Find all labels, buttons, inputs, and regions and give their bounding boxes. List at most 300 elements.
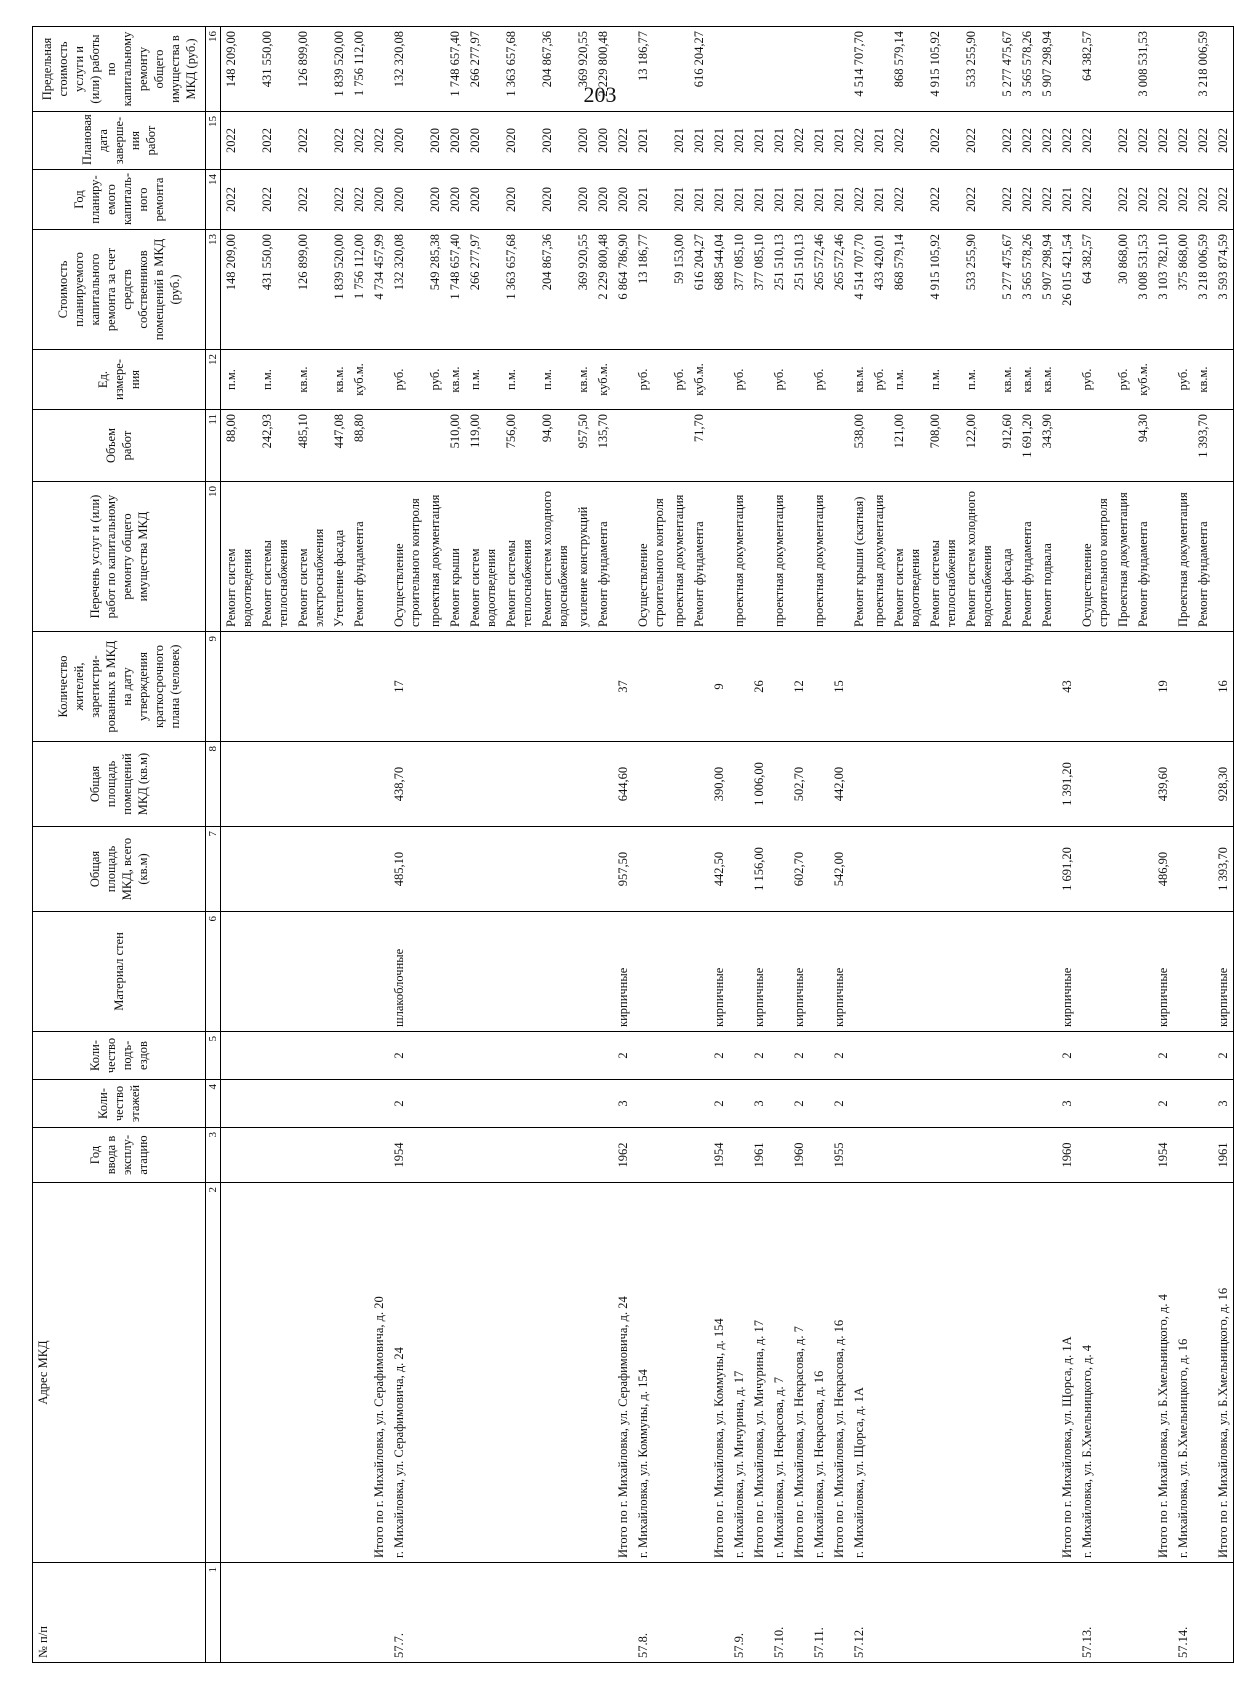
table-cell: п.м. — [221, 350, 258, 410]
table-cell: 2022 — [961, 112, 997, 170]
table-cell: 2020 — [369, 170, 389, 230]
table-cell: 2022 — [849, 170, 869, 230]
table-cell — [669, 632, 689, 742]
table-cell — [669, 410, 689, 482]
table-cell — [997, 1563, 1017, 1663]
table-cell — [465, 632, 501, 742]
table-cell: кирпичные — [709, 912, 729, 1032]
table-cell: 64 382,57 — [1077, 230, 1113, 350]
table-cell — [257, 1183, 293, 1563]
table-cell: 2022 — [889, 112, 925, 170]
table-cell: 1961 — [749, 1128, 769, 1183]
table-cell — [1077, 742, 1113, 827]
table-cell — [769, 827, 789, 912]
table-cell: 431 550,00 — [257, 27, 293, 112]
table-cell — [1133, 742, 1153, 827]
table-cell — [809, 912, 829, 1032]
table-cell — [369, 410, 389, 482]
table-cell — [889, 912, 925, 1032]
table-cell — [809, 27, 829, 112]
table-cell: 3 — [613, 1080, 633, 1128]
table-cell — [849, 827, 869, 912]
table-cell: 266 277,97 — [465, 230, 501, 350]
table-cell — [573, 632, 593, 742]
table-row — [669, 27, 689, 1663]
table-cell — [1077, 410, 1113, 482]
table-cell — [425, 1563, 445, 1663]
table-cell: кирпичные — [789, 912, 809, 1032]
table-cell — [1037, 1080, 1057, 1128]
table-cell: 71,70 — [689, 410, 709, 482]
table-cell — [293, 1032, 329, 1080]
table-cell: п.м. — [257, 350, 293, 410]
table-cell — [669, 1128, 689, 1183]
table-cell: 2022 — [349, 112, 369, 170]
table-cell: 88,00 — [221, 410, 258, 482]
column-number: 12 — [206, 350, 221, 410]
table-cell — [573, 1080, 593, 1128]
table-cell — [293, 1080, 329, 1128]
table-cell: 1954 — [1153, 1128, 1173, 1183]
table-row — [1037, 27, 1057, 1663]
table-cell: 1 156,00 — [749, 827, 769, 912]
table-cell — [445, 912, 465, 1032]
table-cell — [889, 742, 925, 827]
table-cell: 2022 — [1193, 112, 1213, 170]
table-cell — [829, 482, 849, 632]
table-cell: 1 393,70 — [1213, 827, 1234, 912]
table-row — [809, 27, 829, 1663]
table-cell — [1037, 632, 1057, 742]
table-cell: 2021 — [749, 112, 769, 170]
table-cell — [501, 1032, 537, 1080]
table-cell — [729, 827, 749, 912]
table-cell — [1213, 1563, 1234, 1663]
table-cell — [1133, 1183, 1153, 1563]
table-cell — [997, 912, 1017, 1032]
table-cell: Ремонт фундамента — [593, 482, 613, 632]
table-cell — [1113, 1128, 1133, 1183]
table-cell — [1113, 1080, 1133, 1128]
table-cell: 2020 — [537, 170, 573, 230]
table-cell — [537, 742, 573, 827]
table-cell — [789, 410, 809, 482]
table-cell — [465, 1032, 501, 1080]
table-cell: 2021 — [769, 170, 789, 230]
table-cell: 126 899,00 — [293, 230, 329, 350]
table-cell — [1037, 827, 1057, 912]
table-cell — [445, 1563, 465, 1663]
table-cell — [925, 742, 961, 827]
table-cell: 2 — [1213, 1032, 1234, 1080]
table-cell: 2 — [829, 1080, 849, 1128]
column-number: 10 — [206, 482, 221, 632]
table-cell — [1017, 742, 1037, 827]
table-cell: 64 382,57 — [1077, 27, 1113, 112]
table-cell — [889, 1032, 925, 1080]
table-cell — [1017, 1032, 1037, 1080]
table-cell: 1 839 520,00 — [329, 230, 349, 350]
table-cell: 57.7. — [389, 1563, 425, 1663]
table-cell: 688 544,04 — [709, 230, 729, 350]
column-number: 2 — [206, 1183, 221, 1563]
table-cell — [1133, 632, 1153, 742]
table-cell: Проектная документация — [1173, 482, 1193, 632]
table-cell — [849, 742, 869, 827]
table-cell: 2022 — [1017, 112, 1037, 170]
table-cell — [1173, 742, 1193, 827]
table-cell: 644,60 — [613, 742, 633, 827]
column-number: 1 — [206, 1563, 221, 1663]
table-row — [1193, 27, 1213, 1663]
table-cell: 447,08 — [329, 410, 349, 482]
table-cell — [465, 1183, 501, 1563]
table-cell — [961, 1563, 997, 1663]
table-row — [729, 27, 749, 1663]
table-cell — [1153, 350, 1173, 410]
table-cell — [829, 410, 849, 482]
table-cell — [445, 632, 465, 742]
column-number: 6 — [206, 912, 221, 1032]
table-cell — [1113, 827, 1133, 912]
table-cell: 12 — [789, 632, 809, 742]
table-cell: 2022 — [1193, 170, 1213, 230]
table-cell: 2022 — [889, 170, 925, 230]
table-cell — [257, 632, 293, 742]
table-cell — [869, 27, 889, 112]
table-cell — [729, 742, 749, 827]
table-cell: Ремонт фундамента — [1017, 482, 1037, 632]
table-cell — [689, 1032, 709, 1080]
table-cell — [669, 1183, 689, 1563]
table-cell — [369, 742, 389, 827]
table-cell — [425, 912, 445, 1032]
table-cell: 26 — [749, 632, 769, 742]
table-cell — [633, 1128, 669, 1183]
table-cell: п.м. — [465, 350, 501, 410]
table-cell: куб.м. — [593, 350, 613, 410]
capital-repair-table — [32, 26, 1234, 1663]
table-cell: 2022 — [1173, 170, 1193, 230]
table-cell: 119,00 — [465, 410, 501, 482]
table-cell: руб. — [389, 350, 425, 410]
table-cell: 2022 — [613, 112, 633, 170]
table-cell: 5 907 298,94 — [1037, 27, 1057, 112]
table-cell: Ремонт фасада — [997, 482, 1017, 632]
table-cell — [257, 912, 293, 1032]
table-cell: 94,30 — [1133, 410, 1153, 482]
table-cell — [809, 410, 829, 482]
table-cell — [961, 632, 997, 742]
table-cell — [1173, 827, 1193, 912]
table-cell: 602,70 — [789, 827, 809, 912]
table-cell: 37 — [613, 632, 633, 742]
table-cell — [1193, 1563, 1213, 1663]
table-cell: Итого по г. Михайловка, ул. Щорса, д. 1А — [1057, 1183, 1077, 1563]
table-cell — [257, 742, 293, 827]
table-cell: 2020 — [465, 170, 501, 230]
table-cell — [1113, 912, 1133, 1032]
table-cell: шлакоблочные — [389, 912, 425, 1032]
table-cell — [425, 827, 445, 912]
table-cell: кирпичные — [1057, 912, 1077, 1032]
table-cell — [689, 1563, 709, 1663]
table-cell: 377 085,10 — [729, 230, 749, 350]
table-cell: 2021 — [789, 170, 809, 230]
table-cell — [997, 1032, 1017, 1080]
table-cell — [749, 27, 769, 112]
table-cell: руб. — [633, 350, 669, 410]
table-cell — [1193, 632, 1213, 742]
table-cell: 502,70 — [789, 742, 809, 827]
table-cell: 2022 — [1113, 170, 1133, 230]
table-cell — [809, 1128, 829, 1183]
table-cell: 132 320,08 — [389, 27, 425, 112]
table-cell — [349, 1080, 369, 1128]
table-cell — [465, 912, 501, 1032]
table-cell — [329, 1032, 349, 1080]
table-cell: 2022 — [849, 112, 869, 170]
table-cell: 2022 — [329, 170, 349, 230]
table-cell — [465, 827, 501, 912]
table-cell — [633, 632, 669, 742]
table-cell: Ремонт системы теплоснабжения — [257, 482, 293, 632]
table-cell: 2021 — [809, 170, 829, 230]
column-header: Коли-чество подъ-ездов — [33, 1032, 206, 1080]
table-cell: 6 864 786,90 — [613, 230, 633, 350]
table-cell — [613, 410, 633, 482]
column-header: Общая площадь МКД, всего (кв.м) — [33, 827, 206, 912]
table-cell: проектная документация — [425, 482, 445, 632]
table-cell — [849, 1080, 869, 1128]
table-cell — [1017, 912, 1037, 1032]
table-cell — [1173, 632, 1193, 742]
table-cell: 2 — [789, 1032, 809, 1080]
table-cell: 1 006,00 — [749, 742, 769, 827]
table-row — [1173, 27, 1193, 1663]
table-cell: 4 915 105,92 — [925, 230, 961, 350]
table-cell: 57.14. — [1173, 1563, 1193, 1663]
table-cell — [689, 912, 709, 1032]
column-number: 13 — [206, 230, 221, 350]
table-cell: куб.м. — [349, 350, 369, 410]
table-cell: Ремонт фундамента — [689, 482, 709, 632]
table-cell: 2022 — [961, 170, 997, 230]
table-cell: Итого по г. Михайловка, ул. Некрасова, д. 7 — [789, 1183, 809, 1563]
table-cell — [573, 1183, 593, 1563]
table-cell — [997, 827, 1017, 912]
table-cell — [349, 827, 369, 912]
page-number: 203 — [583, 82, 617, 107]
table-cell: кирпичные — [1213, 912, 1234, 1032]
table-cell: 2022 — [1153, 170, 1173, 230]
table-cell — [789, 350, 809, 410]
table-cell: 1962 — [613, 1128, 633, 1183]
table-cell — [369, 1080, 389, 1128]
table-cell — [593, 1128, 613, 1183]
table-cell — [1037, 742, 1057, 827]
table-cell: 1 691,20 — [1057, 827, 1077, 912]
table-cell — [1193, 912, 1213, 1032]
table-cell: 2020 — [425, 112, 445, 170]
table-cell — [349, 742, 369, 827]
column-header: Коли-чество этажей — [33, 1080, 206, 1128]
table-body — [221, 27, 1234, 1663]
table-cell — [849, 632, 869, 742]
table-cell: 266 277,97 — [465, 27, 501, 112]
table-cell — [869, 1080, 889, 1128]
table-cell: 2022 — [1077, 112, 1113, 170]
table-cell: 2021 — [669, 170, 689, 230]
table-cell: кв.м. — [573, 350, 593, 410]
table-cell — [445, 1032, 465, 1080]
table-cell: 1960 — [1057, 1128, 1077, 1183]
table-cell — [329, 1183, 349, 1563]
rotated-table-container — [32, 27, 1231, 1663]
table-cell — [349, 1563, 369, 1663]
table-cell — [425, 1183, 445, 1563]
table-cell — [829, 1563, 849, 1663]
table-cell — [1017, 1183, 1037, 1563]
table-row — [1077, 27, 1113, 1663]
table-cell: 2020 — [445, 170, 465, 230]
table-cell — [689, 632, 709, 742]
table-cell: Ремонт систем водоотведения — [221, 482, 258, 632]
table-row — [749, 27, 769, 1663]
table-cell — [689, 1128, 709, 1183]
table-cell: 2020 — [573, 170, 593, 230]
table-cell — [961, 827, 997, 912]
table-cell: г. Михайловка, ул. Серафимовича, д. 24 — [389, 1183, 425, 1563]
table-cell: 1 393,70 — [1193, 410, 1213, 482]
table-cell — [1133, 912, 1153, 1032]
column-number: 16 — [206, 27, 221, 112]
table-cell — [425, 1080, 445, 1128]
column-header: Адрес МКД — [33, 1183, 206, 1563]
table-cell: 538,00 — [849, 410, 869, 482]
table-cell: проектная документация — [809, 482, 829, 632]
table-cell: 2021 — [669, 112, 689, 170]
table-cell — [573, 1563, 593, 1663]
table-cell — [669, 742, 689, 827]
table-cell — [769, 1032, 789, 1080]
table-cell — [1213, 482, 1234, 632]
table-cell: 3 103 782,10 — [1153, 230, 1173, 350]
table-cell: 2020 — [593, 112, 613, 170]
table-cell — [465, 1128, 501, 1183]
table-cell — [1113, 27, 1133, 112]
table-cell: 3 565 578,26 — [1017, 230, 1037, 350]
table-cell: 2022 — [1213, 170, 1234, 230]
table-cell: п.м. — [537, 350, 573, 410]
table-cell: 2 — [829, 1032, 849, 1080]
table-cell — [961, 1128, 997, 1183]
table-cell — [501, 1080, 537, 1128]
table-cell: 17 — [389, 632, 425, 742]
table-cell — [293, 632, 329, 742]
table-cell: 2022 — [293, 170, 329, 230]
table-cell — [1193, 1128, 1213, 1183]
table-cell — [293, 827, 329, 912]
table-row — [573, 27, 593, 1663]
table-cell — [889, 1183, 925, 1563]
table-cell: проектная документация — [769, 482, 789, 632]
header-row — [33, 27, 206, 1663]
table-cell: 2021 — [633, 170, 669, 230]
table-cell: 510,00 — [445, 410, 465, 482]
table-cell: кирпичные — [1153, 912, 1173, 1032]
table-cell — [1153, 410, 1173, 482]
table-cell — [889, 1080, 925, 1128]
table-row — [1057, 27, 1077, 1663]
table-cell — [445, 1128, 465, 1183]
table-cell: 2021 — [1057, 170, 1077, 230]
table-row — [829, 27, 849, 1663]
table-cell — [501, 1183, 537, 1563]
table-cell: 2020 — [501, 170, 537, 230]
table-cell: 485,10 — [293, 410, 329, 482]
table-cell: 2 — [789, 1080, 809, 1128]
table-cell — [1153, 1563, 1173, 1663]
table-cell: 3 — [1213, 1080, 1234, 1128]
table-cell: кв.м. — [445, 350, 465, 410]
table-cell: 122,00 — [961, 410, 997, 482]
table-cell: руб. — [869, 350, 889, 410]
table-cell — [961, 1183, 997, 1563]
table-cell: 2021 — [709, 170, 729, 230]
table-cell: Итого по г. Михайловка, ул. Б.Хмельницкого, д. 4 — [1153, 1183, 1173, 1563]
table-cell — [613, 482, 633, 632]
table-cell: 343,90 — [1037, 410, 1057, 482]
table-cell: Ремонт систем электроснабжения — [293, 482, 329, 632]
table-cell — [1017, 1080, 1037, 1128]
table-cell: 2020 — [537, 112, 573, 170]
table-cell: 4 915 105,92 — [925, 27, 961, 112]
table-row — [389, 27, 425, 1663]
table-cell — [1193, 827, 1213, 912]
table-cell: кирпичные — [749, 912, 769, 1032]
table-cell — [293, 912, 329, 1032]
table-cell: руб. — [809, 350, 829, 410]
table-cell: 2022 — [1153, 112, 1173, 170]
table-cell — [537, 632, 573, 742]
table-cell — [369, 632, 389, 742]
table-cell — [1213, 350, 1234, 410]
table-cell — [593, 827, 613, 912]
table-cell — [369, 1032, 389, 1080]
table-cell: 59 153,00 — [669, 230, 689, 350]
table-cell — [257, 1080, 293, 1128]
table-cell — [1057, 1563, 1077, 1663]
table-cell: г. Михайловка, ул. Некрасова, д. 7 — [769, 1183, 789, 1563]
table-cell: кв.м. — [1193, 350, 1213, 410]
table-cell — [425, 410, 445, 482]
table-row — [769, 27, 789, 1663]
table-cell — [445, 1080, 465, 1128]
table-cell: 2022 — [925, 112, 961, 170]
table-cell: 1954 — [709, 1128, 729, 1183]
table-cell — [633, 827, 669, 912]
table-cell — [925, 1032, 961, 1080]
table-cell — [729, 27, 749, 112]
table-cell: п.м. — [889, 350, 925, 410]
table-cell — [425, 1032, 445, 1080]
column-header: Общая площадь помещений МКД (кв.м) — [33, 742, 206, 827]
table-cell: 2022 — [1113, 112, 1133, 170]
table-cell — [729, 410, 749, 482]
table-cell: 2020 — [425, 170, 445, 230]
table-cell — [809, 1032, 829, 1080]
